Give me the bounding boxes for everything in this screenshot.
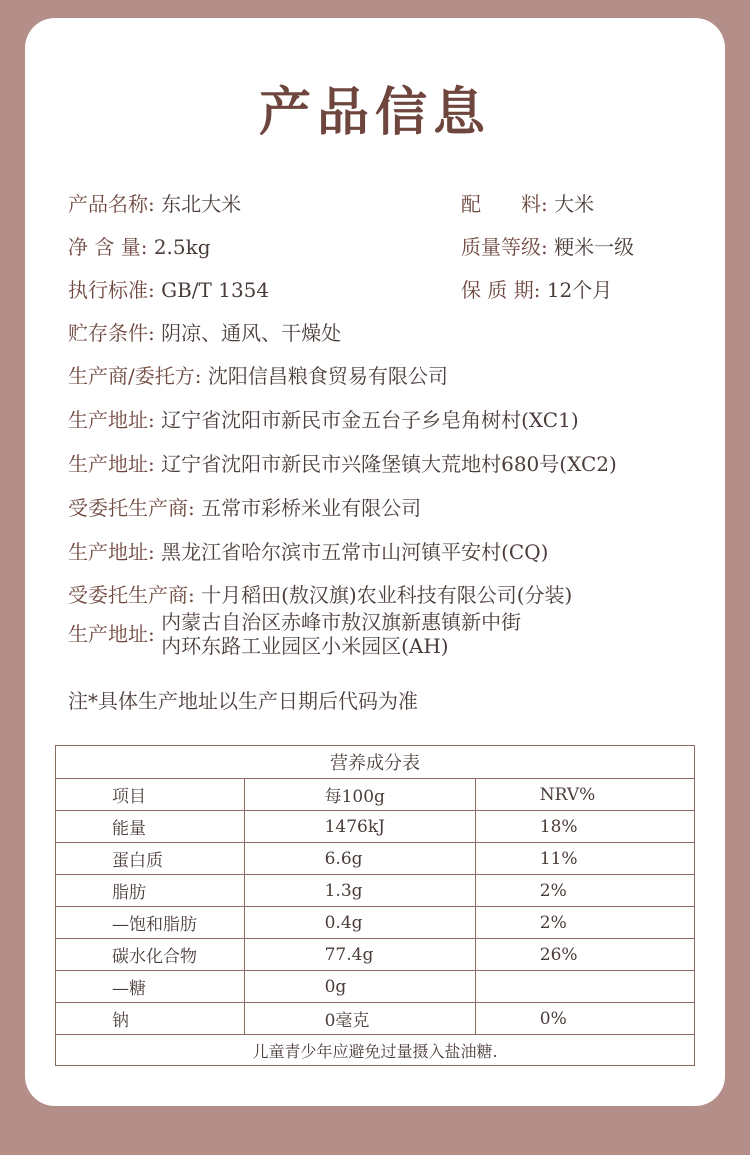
table-row (56, 907, 695, 939)
nutrient-nrv: 18% (475, 811, 694, 843)
address-value: 辽宁省沈阳市新民市金五台子乡皂角树村(XC1) (161, 408, 579, 432)
address-line-2: 内环东路工业园区小米园区(AH) (161, 634, 449, 658)
product-name-row (68, 190, 241, 218)
shelf-life-row (461, 276, 612, 304)
contractor-row-1 (68, 494, 421, 522)
nutrient-amount: 0毫克 (244, 1003, 475, 1035)
address-row-1 (68, 406, 579, 434)
product-name-value: 东北大米 (161, 192, 242, 216)
ingredient-label: 配 料: (461, 192, 548, 216)
table-row (56, 843, 695, 875)
address-note: 注*具体生产地址以生产日期后代码为准 (68, 689, 418, 713)
address-label: 生产地址: (68, 622, 155, 646)
nutrient-amount: 0g (244, 971, 475, 1003)
nutrient-nrv: 2% (475, 907, 694, 939)
standard-row (68, 276, 269, 304)
product-name-label: 产品名称: (68, 192, 155, 216)
nutrient-amount: 0.4g (244, 907, 475, 939)
contractor-row-2 (68, 581, 572, 609)
standard-label: 执行标准: (68, 278, 155, 302)
product-info-card (25, 18, 725, 1106)
grade-label: 质量等级: (461, 235, 548, 259)
nutrient-name: —糖 (56, 971, 245, 1003)
net-content-label: 净 含 量: (68, 235, 148, 259)
address-label: 生产地址: (68, 452, 155, 476)
contractor-value: 五常市彩桥米业有限公司 (201, 496, 422, 520)
table-row (56, 1003, 695, 1035)
nutrient-nrv: 26% (475, 939, 694, 971)
grade-row (461, 233, 634, 261)
standard-value: GB/T 1354 (161, 278, 270, 302)
nutrient-amount: 77.4g (244, 939, 475, 971)
nutrition-table (55, 745, 695, 1066)
producer-label: 生产商/委托方: (68, 364, 202, 388)
nutrient-name: —饱和脂肪 (56, 907, 245, 939)
nutrient-nrv: 2% (475, 875, 694, 907)
nutrient-nrv: 0% (475, 1003, 694, 1035)
nutrient-amount: 6.6g (244, 843, 475, 875)
net-content-row (68, 233, 211, 261)
header-per100g: 每100g (244, 779, 475, 811)
ingredient-value: 大米 (554, 192, 595, 216)
producer-value: 沈阳信昌粮食贸易有限公司 (207, 364, 448, 388)
shelf-life-value: 12个月 (546, 278, 613, 302)
nutrition-footer: 儿童青少年应避免过量摄入盐油糖. (56, 1035, 695, 1066)
shelf-life-label: 保 质 期: (461, 278, 541, 302)
producer-row (68, 362, 448, 390)
contractor-label: 受委托生产商: (68, 496, 195, 520)
nutrient-name: 蛋白质 (56, 843, 245, 875)
contractor-label: 受委托生产商: (68, 583, 195, 607)
nutrient-amount: 1476kJ (244, 811, 475, 843)
table-row (56, 875, 695, 907)
nutrition-caption: 营养成分表 (56, 746, 695, 779)
page-title: 产品信息 (258, 83, 491, 143)
header-nrv: NRV% (475, 779, 694, 811)
address-value: 黑龙江省哈尔滨市五常市山河镇平安村(CQ) (161, 540, 549, 564)
table-row (56, 939, 695, 971)
address-row-3 (68, 538, 548, 566)
address-lines (161, 610, 521, 658)
nutrient-name: 脂肪 (56, 875, 245, 907)
nutrient-nrv: 11% (475, 843, 694, 875)
address-row-2 (68, 450, 617, 478)
address-label: 生产地址: (68, 408, 155, 432)
nutrient-name: 碳水化合物 (56, 939, 245, 971)
nutrient-amount: 1.3g (244, 875, 475, 907)
storage-label: 贮存条件: (68, 321, 155, 345)
nutrient-nrv (475, 971, 694, 1003)
ingredient-row (461, 190, 594, 218)
nutrition-header-row (56, 779, 695, 811)
grade-value: 粳米一级 (554, 235, 635, 259)
address-value: 辽宁省沈阳市新民市兴隆堡镇大荒地村680号(XC2) (161, 452, 617, 476)
table-row (56, 811, 695, 843)
address-row-4 (68, 610, 521, 658)
header-item: 项目 (56, 779, 245, 811)
net-content-value: 2.5kg (153, 235, 211, 259)
address-line-1: 内蒙古自治区赤峰市敖汉旗新惠镇新中街 (161, 610, 522, 634)
table-row (56, 971, 695, 1003)
nutrient-name: 钠 (56, 1003, 245, 1035)
address-label: 生产地址: (68, 540, 155, 564)
contractor-value: 十月稻田(敖汉旗)农业科技有限公司(分装) (201, 583, 573, 607)
nutrient-name: 能量 (56, 811, 245, 843)
storage-value: 阴凉、通风、干燥处 (161, 321, 342, 345)
storage-row (68, 319, 341, 347)
